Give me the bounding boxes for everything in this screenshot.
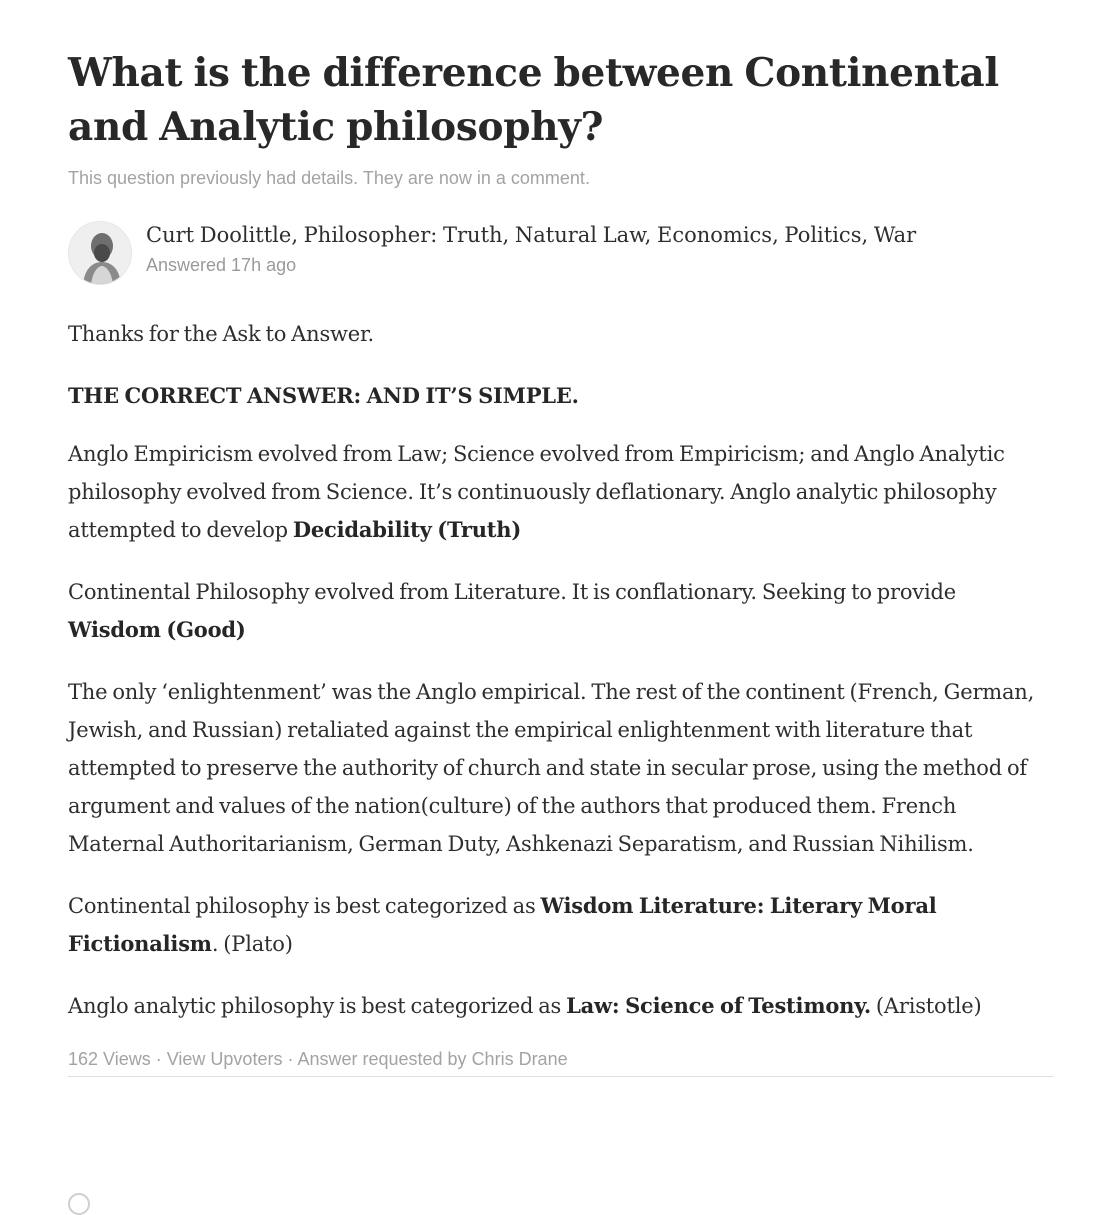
footer-separator: · <box>282 1049 298 1069</box>
paragraph-text: Anglo analytic philosophy is best categorized as <box>68 994 567 1018</box>
answer-page <box>68 0 1058 1077</box>
footer-separator: · <box>150 1049 167 1069</box>
answer-paragraph <box>68 887 1043 963</box>
answer-paragraph <box>68 987 1043 1025</box>
answer-paragraph: Thanks for the Ask to Answer. <box>68 322 375 346</box>
answer-requested-by[interactable]: Answer requested by Chris Drane <box>297 1049 568 1069</box>
author-block <box>146 219 916 276</box>
answer-body <box>68 315 1043 1025</box>
paragraph-bold: Wisdom (Good) <box>68 617 246 642</box>
answered-timestamp[interactable]: Answered 17h ago <box>146 255 297 275</box>
partial-avatar-icon <box>68 1193 90 1215</box>
user-avatar-icon[interactable] <box>68 221 132 285</box>
paragraph-text: Anglo Empiricism evolved from Law; Science evolved from Empiricism; and Anglo Analytic philosophy evolved from Science. It’s continuously deflationary. Anglo analytic philosophy attempted to develop <box>68 442 1005 542</box>
answer-paragraph <box>68 573 1043 649</box>
answer-paragraph: The only ‘enlightenment’ was the Anglo empirical. The rest of the continent (French, German, Jewish, and Russian) retaliated against the empirical enlightenment with literature that attempted to preserve the authority of church and state in secular prose, using the method of argument and values of the nation(culture) of the authors that produced them. French Maternal Authoritarianism, German Duty, Ashkenazi Separatism, and Russian Nihilism. <box>68 680 1035 856</box>
answer-bold-heading: THE CORRECT ANSWER: AND IT’S SIMPLE. <box>68 383 579 408</box>
answer-header <box>68 219 1058 289</box>
views-count[interactable]: 162 Views <box>68 1049 151 1069</box>
view-upvoters-link[interactable]: View Upvoters <box>166 1049 283 1069</box>
paragraph-bold: Law: Science of Testimony. <box>566 993 871 1018</box>
author-name-credential[interactable]: Curt Doolittle, Philosopher: Truth, Natural Law, Economics, Politics, War <box>146 223 917 247</box>
answer-footer <box>68 1049 1054 1077</box>
paragraph-bold: Decidability (Truth) <box>292 517 522 542</box>
paragraph-bold: Wisdom Literature: Literary Moral Fictionalism <box>68 893 937 956</box>
paragraph-tail: . (Plato) <box>211 932 293 956</box>
paragraph-text: Continental philosophy is best categorized as <box>68 894 541 918</box>
question-details-note: This question previously had details. They are now in a comment. <box>68 168 590 188</box>
paragraph-text: Continental Philosophy evolved from Literature. It is conflationary. Seeking to provide <box>68 580 956 604</box>
answer-paragraph-heading <box>68 377 1043 415</box>
question-title[interactable]: What is the difference between Continental and Analytic philosophy? <box>68 50 999 150</box>
answer-paragraph <box>68 435 1043 549</box>
paragraph-tail: (Aristotle) <box>870 994 982 1018</box>
